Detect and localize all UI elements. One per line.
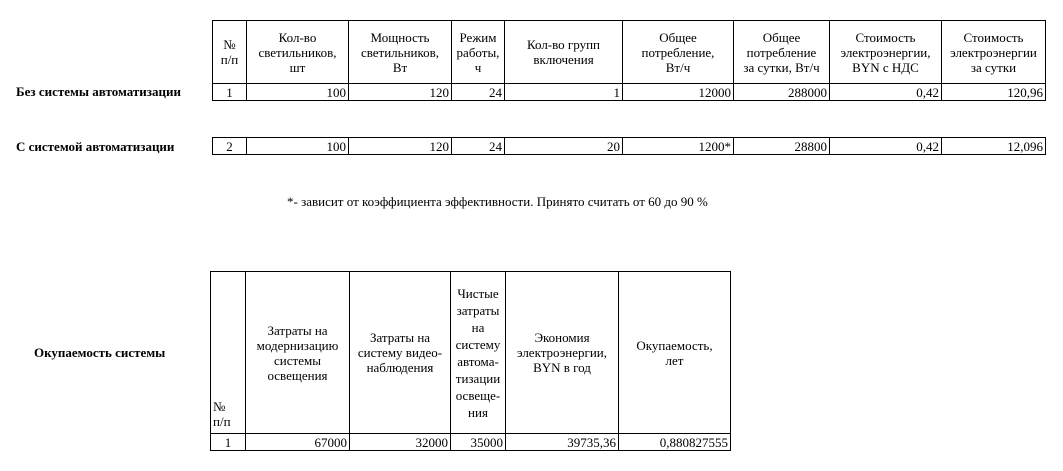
spacer-row bbox=[213, 101, 1046, 138]
payback-label: Окупаемость системы bbox=[34, 345, 166, 360]
payback-table bbox=[210, 271, 731, 451]
header-payback: Окупаемость, лет bbox=[619, 272, 731, 434]
header-total: Общее потребление, Вт/ч bbox=[623, 21, 734, 84]
table-row bbox=[213, 138, 1046, 155]
header-cost: Стоимость электроэнергии за сутки bbox=[942, 21, 1046, 84]
cell-num: 2 bbox=[213, 138, 247, 155]
header-num: № п/п bbox=[213, 21, 247, 84]
cell-num: 1 bbox=[211, 434, 246, 451]
cell-savings: 39735,36 bbox=[506, 434, 619, 451]
cell-count: 100 bbox=[247, 84, 349, 101]
cell-num: 1 bbox=[213, 84, 247, 101]
cell-mode: 24 bbox=[452, 138, 505, 155]
row-label-without-automation: Без системы автоматизации bbox=[16, 84, 181, 99]
cell-power: 120 bbox=[349, 84, 452, 101]
cell-daily: 28800 bbox=[734, 138, 830, 155]
comparison-table bbox=[212, 20, 1046, 155]
cell-power: 120 bbox=[349, 138, 452, 155]
table-row bbox=[211, 434, 731, 451]
cell-payback: 0,880827555 bbox=[619, 434, 731, 451]
header-net-cost: Чистые затраты на систему автома- тизации освеще- ния bbox=[451, 272, 506, 434]
header-price: Стоимость электроэнергии, BYN с НДС bbox=[830, 21, 942, 84]
cell-total: 1200* bbox=[623, 138, 734, 155]
cell-total: 12000 bbox=[623, 84, 734, 101]
header-daily: Общее потребление за сутки, Вт/ч bbox=[734, 21, 830, 84]
header-count: Кол-во светильников, шт bbox=[247, 21, 349, 84]
cell-cost: 120,96 bbox=[942, 84, 1046, 101]
header-power: Мощность светильников, Вт bbox=[349, 21, 452, 84]
cell-groups: 20 bbox=[505, 138, 623, 155]
cell-modernization-cost: 67000 bbox=[246, 434, 350, 451]
cell-daily: 288000 bbox=[734, 84, 830, 101]
cell-video-cost: 32000 bbox=[350, 434, 451, 451]
header-video-cost: Затраты на систему видео- наблюдения bbox=[350, 272, 451, 434]
table-row bbox=[213, 84, 1046, 101]
cell-count: 100 bbox=[247, 138, 349, 155]
header-groups: Кол-во групп включения bbox=[505, 21, 623, 84]
row-label-with-automation: С системой автоматизации bbox=[16, 139, 175, 154]
header-num: № п/п bbox=[211, 272, 246, 434]
cell-price: 0,42 bbox=[830, 84, 942, 101]
header-savings: Экономия электроэнергии, BYN в год bbox=[506, 272, 619, 434]
header-mode: Режим работы, ч bbox=[452, 21, 505, 84]
cell-net-cost: 35000 bbox=[451, 434, 506, 451]
cell-price: 0,42 bbox=[830, 138, 942, 155]
cell-cost: 12,096 bbox=[942, 138, 1046, 155]
cell-mode: 24 bbox=[452, 84, 505, 101]
footnote: *- зависит от коэффициента эффективности. Принято считать от 60 до 90 % bbox=[287, 194, 708, 209]
header-modernization-cost: Затраты на модернизацию системы освещения bbox=[246, 272, 350, 434]
cell-groups: 1 bbox=[505, 84, 623, 101]
